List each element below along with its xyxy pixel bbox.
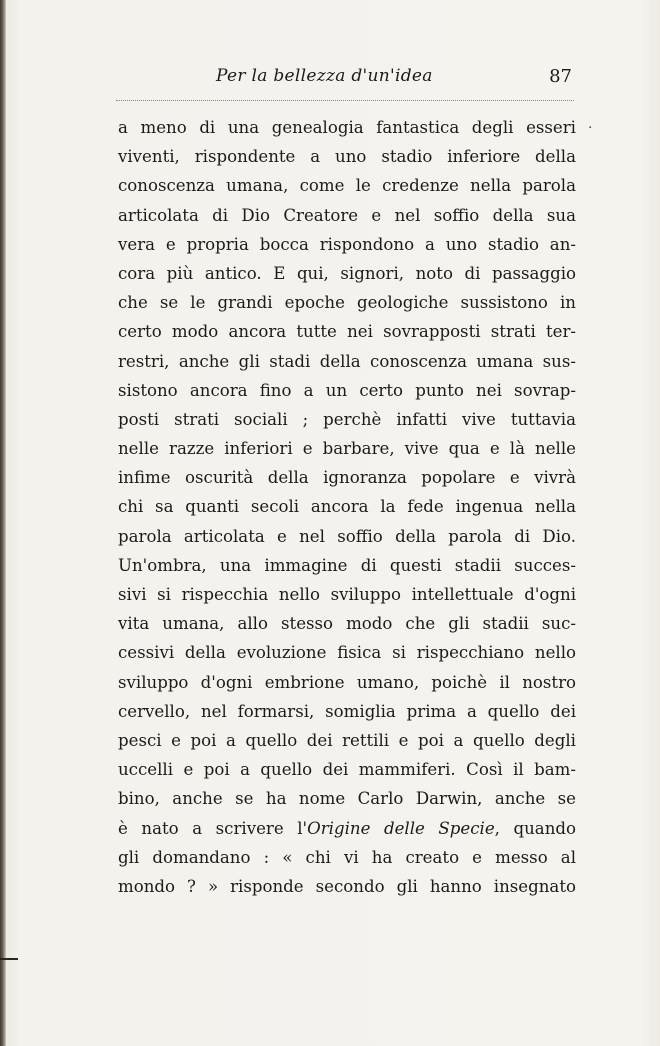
page-binding-edge — [0, 0, 6, 1046]
text-line: viventi, rispondente a uno stadio inferiore della — [118, 147, 576, 167]
text-line: cessivi della evoluzione fisica si rispecchiano nello — [118, 643, 576, 663]
text-line: posti strati sociali ; perchè infatti vive tuttavia — [118, 409, 576, 429]
binding-mark — [0, 958, 18, 960]
text-line: mondo ? » risponde secondo gli hanno insegnato — [118, 876, 576, 896]
text-line: sviluppo d'ogni embrione umano, poichè il nostro — [118, 672, 576, 692]
stray-mark: · — [588, 120, 593, 136]
text-line: cora più antico. E qui, signori, noto di passaggio — [118, 263, 576, 283]
text-line: è nato a scrivere l'Origine delle Specie, quando — [118, 818, 576, 838]
text-line: vera e propria bocca rispondono a uno stadio an- — [118, 234, 576, 254]
text-line: sistono ancora fino a un certo punto nei sovrap- — [118, 380, 576, 400]
text-line: articolata di Dio Creatore e nel soffio della sua — [118, 205, 576, 225]
text-line: sivi si rispecchia nello sviluppo intellettuale d'ogni — [118, 585, 576, 604]
body-text — [118, 113, 576, 901]
text-line: restri, anche gli stadi della conoscenza umana sus- — [118, 351, 576, 371]
running-title: Per la bellezza d'un'idea — [216, 66, 433, 86]
text-line: infime oscurità della ignoranza popolare e vivrà — [118, 468, 576, 488]
page-number: 87 — [549, 66, 572, 87]
text-line: chi sa quanti secoli ancora la fede ingenua nella — [118, 497, 576, 517]
text-line: certo modo ancora tutte nei sovrapposti strati ter- — [118, 322, 576, 342]
text-line: nelle razze inferiori e barbare, vive qua e là nelle — [118, 439, 576, 459]
header-rule — [116, 100, 574, 101]
text-line: bino, anche se ha nome Carlo Darwin, anche se — [118, 789, 576, 809]
text-line: Un'ombra, una immagine di questi stadii succes- — [118, 555, 576, 575]
text-line: cervello, nel formarsi, somiglia prima a quello dei — [118, 701, 576, 721]
italic-book-title: Origine delle Specie — [307, 818, 495, 838]
text-line: gli domandano : « chi vi ha creato e messo al — [118, 847, 576, 867]
page-header — [116, 66, 574, 90]
text-line: uccelli e poi a quello dei mammiferi. Così il bam- — [118, 760, 576, 780]
text-line: conoscenza umana, come le credenze nella parola — [118, 176, 576, 196]
text-line: pesci e poi a quello dei rettili e poi a quello degli — [118, 730, 576, 750]
text-line: a meno di una genealogia fantastica degli esseri — [118, 118, 576, 137]
text-line: che se le grandi epoche geologiche sussistono in — [118, 293, 576, 313]
text-line: parola articolata e nel soffio della parola di Dio. — [118, 526, 576, 546]
text-line: vita umana, allo stesso modo che gli stadii suc- — [118, 614, 576, 634]
